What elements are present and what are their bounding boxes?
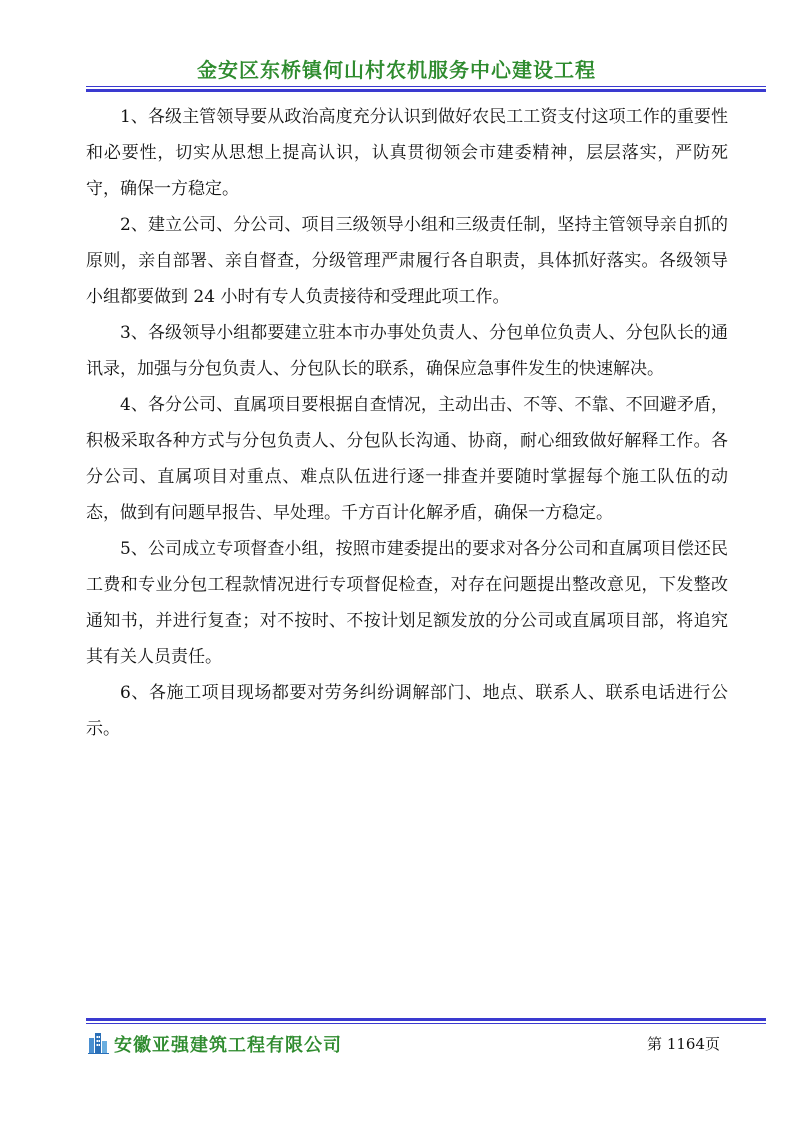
paragraph-5: 5、公司成立专项督查小组，按照市建委提出的要求对各分公司和直属项目偿还民工费和专业分包工程款情况进行专项督促检查，对存在问题提出整改意见，下发整改通知书，并进行复查；对不按时、不按计划足额发放的分公司或直属项目部，将追究其有关人员责任。	[86, 539, 728, 667]
document-body	[86, 99, 728, 747]
footer-divider	[86, 1018, 766, 1024]
header-divider	[86, 86, 766, 92]
building-logo-icon	[88, 1030, 110, 1054]
paragraph-1: 1、各级主管领导要从政治高度充分认识到做好农民工工资支付这项工作的重要性和必要性，切实从思想上提高认识，认真贯彻领会市建委精神，层层落实，严防死守，确保一方稳定。	[86, 107, 728, 199]
paragraph-3: 3、各级领导小组都要建立驻本市办事处负责人、分包单位负责人、分包队长的通讯录，加强与分包负责人、分包队长的联系，确保应急事件发生的快速解决。	[86, 323, 728, 379]
page-footer	[86, 1028, 728, 1058]
paragraph-2: 2、建立公司、分公司、项目三级领导小组和三级责任制，坚持主管领导亲自抓的原则，亲自部署、亲自督查，分级管理严肃履行各自职责，具体抓好落实。各级领导小组都要做到 24 小时有专人负责接待和受理此项工作。	[86, 215, 728, 307]
paragraph-6: 6、各施工项目现场都要对劳务纠纷调解部门、地点、联系人、联系电话进行公示。	[86, 683, 728, 739]
document-title: 金安区东桥镇何山村农机服务中心建设工程	[197, 58, 596, 82]
paragraph-4: 4、各分公司、直属项目要根据自查情况，主动出击、不等、不靠、不回避矛盾，积极采取各种方式与分包负责人、分包队长沟通、协商，耐心细致做好解释工作。各分公司、直属项目对重点、难点队伍进行逐一排查并要随时掌握每个施工队伍的动态，做到有问题早报告、早处理。千方百计化解矛盾，确保一方稳定。	[86, 395, 728, 523]
company-name: 安徽亚强建筑工程有限公司	[114, 1035, 342, 1056]
page-number: 第 1164页	[647, 1035, 720, 1053]
